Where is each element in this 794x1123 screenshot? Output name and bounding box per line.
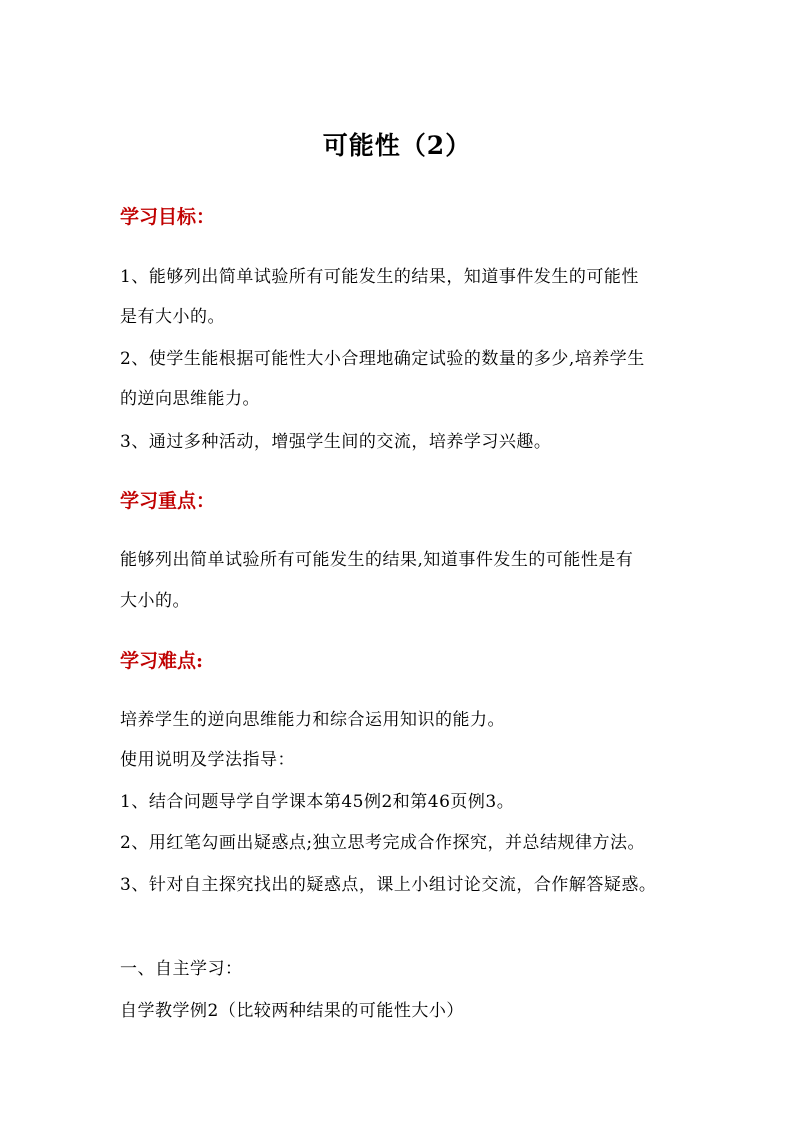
heading-key-points: 学习重点： (120, 490, 216, 512)
instruction-line-2: 2、用红笔勾画出疑惑点;独立思考完成合作探究，并总结规律方法。 (120, 833, 646, 853)
key-line-1: 能够列出简单试验所有可能发生的结果,知道事件发生的可能性是有 (120, 550, 634, 570)
goal-line-5: 3、通过多种活动，增强学生间的交流，培养学习兴趣。 (120, 432, 552, 452)
instruction-line-3: 3、针对自主探究找出的疑惑点，课上小组讨论交流，合作解答疑惑。 (120, 875, 657, 895)
instruction-line-1: 1、结合问题导学自学课本第45例2和第46页例3。 (120, 792, 515, 812)
heading-learning-goals: 学习目标： (120, 206, 216, 228)
goal-line-2: 是有大小的。 (120, 307, 225, 327)
heading-self-study: 一、自主学习： (120, 959, 243, 979)
goal-line-3: 2、使学生能根据可能性大小合理地确定试验的数量的多少,培养学生 (120, 349, 645, 369)
goal-line-1: 1、能够列出简单试验所有可能发生的结果，知道事件发生的可能性 (120, 267, 639, 287)
page-title: 可能性（2） (322, 131, 472, 160)
self-study-line-1: 自学教学例2（比较两种结果的可能性大小） (120, 1001, 464, 1021)
heading-difficult-points: 学习难点: (120, 650, 204, 672)
instructions-heading: 使用说明及学法指导： (120, 750, 295, 770)
difficult-line-1: 培养学生的逆向思维能力和综合运用知识的能力。 (120, 710, 505, 730)
goal-line-4: 的逆向思维能力。 (120, 389, 260, 409)
key-line-2: 大小的。 (120, 591, 190, 611)
